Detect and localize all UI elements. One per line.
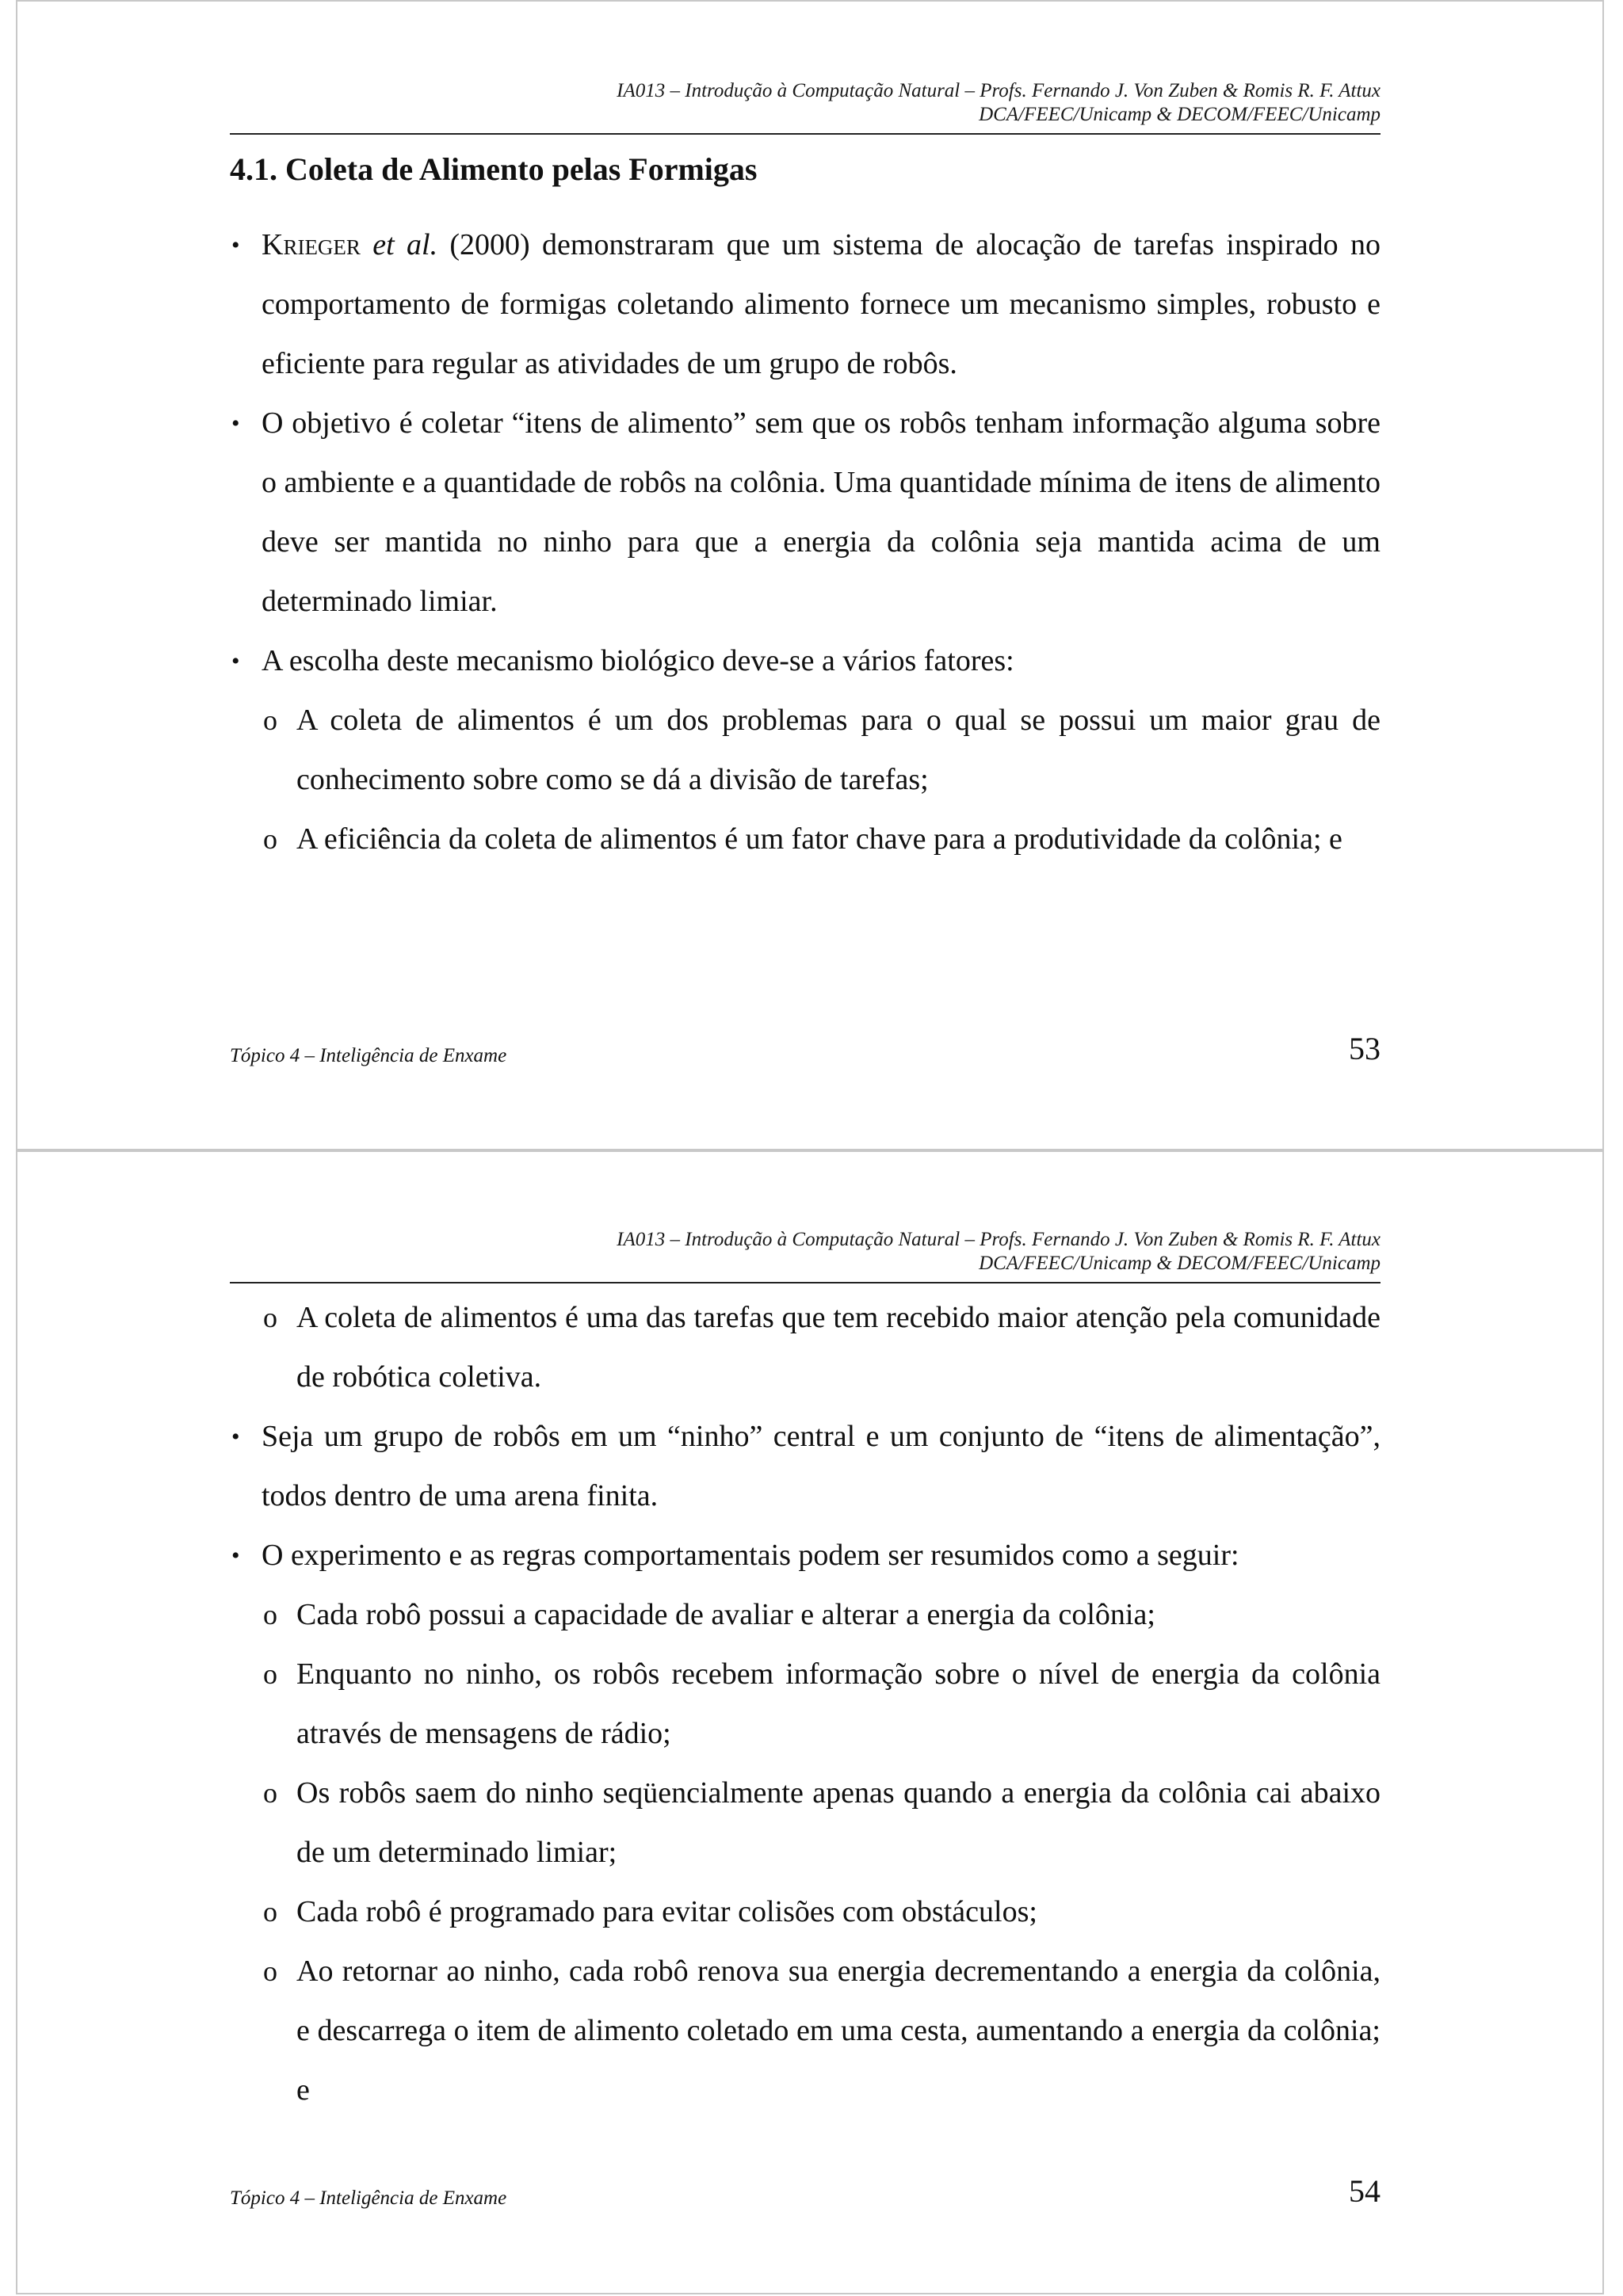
circle-bullet-icon: o	[263, 1599, 277, 1630]
slide-54	[16, 1150, 1604, 2294]
bullet-dot-icon: •	[231, 232, 240, 258]
sub-bullet-text: Os robôs saem do ninho seqüencialmente apenas quando a energia da colônia cai abaixo de um determinado limiar;	[296, 1776, 1381, 1869]
et-al: et al.	[372, 228, 438, 261]
sub-bullet-item	[230, 1645, 1381, 1764]
bullet-dot-icon: •	[231, 410, 240, 437]
circle-bullet-icon: o	[263, 1777, 277, 1809]
sub-bullet-item	[230, 1764, 1381, 1882]
page-number: 54	[1349, 2173, 1381, 2209]
circle-bullet-icon: o	[263, 704, 277, 736]
bullet-text: O objetivo é coletar “itens de alimento” sem que os robôs tenham informação alguma sobre o ambiente e a quantidade de robôs na colônia. Uma quantidade mínima de itens de alimento deve ser mantida no ninho para que a energia da colônia seja mantida acima de um determinado limiar.	[262, 406, 1381, 618]
sub-bullet-item	[230, 1942, 1381, 2120]
sub-bullet-text: A coleta de alimentos é um dos problemas para o qual se possui um maior grau de conhecimento sobre como se dá a divisão de tarefas;	[296, 704, 1381, 796]
bullet-text: O experimento e as regras comportamentais podem ser resumidos como a seguir:	[262, 1539, 1239, 1572]
slide-header	[617, 79, 1381, 127]
page-number: 53	[1349, 1031, 1381, 1066]
sub-bullet-text: Ao retornar ao ninho, cada robô renova sua energia decrementando a energia da colônia, e descarrega o item de alimento coletado em uma cesta, aumentando a energia da colônia; e	[296, 1955, 1381, 2107]
slide-footer	[230, 2172, 1381, 2210]
bullet-text: Seja um grupo de robôs em um “ninho” central e um conjunto de “itens de alimentação”, todos dentro de uma arena finita.	[262, 1420, 1381, 1512]
header-course-line: IA013 – Introdução à Computação Natural – Profs. Fernando J. Von Zuben & Romis R. F. Attux	[617, 1229, 1381, 1250]
sub-bullet-item	[230, 1882, 1381, 1942]
slide-53	[16, 0, 1604, 1150]
bullet-text: A escolha deste mecanismo biológico deve-se a vários fatores:	[262, 644, 1014, 677]
sub-bullet-item	[230, 691, 1381, 810]
circle-bullet-icon: o	[263, 1658, 277, 1690]
sub-bullet-text: Cada robô possui a capacidade de avaliar e alterar a energia da colônia;	[296, 1598, 1155, 1631]
sub-bullet-item	[230, 1288, 1381, 1407]
slide-content	[230, 151, 1381, 869]
slide-content	[230, 1288, 1381, 2120]
sub-bullet-text: A eficiência da coleta de alimentos é um fator chave para a produtividade da colônia; e	[296, 822, 1342, 856]
bullet-item	[230, 394, 1381, 631]
sub-bullet-text: Enquanto no ninho, os robôs recebem informação sobre o nível de energia da colônia através de mensagens de rádio;	[296, 1657, 1381, 1750]
slide-footer	[230, 1030, 1381, 1067]
footer-topic-label: Tópico 4 – Inteligência de Enxame	[230, 2187, 507, 2209]
bullet-item	[230, 215, 1381, 394]
header-department-line: DCA/FEEC/Unicamp & DECOM/FEEC/Unicamp	[979, 1253, 1381, 1274]
sub-bullet-item	[230, 810, 1381, 869]
section-heading: 4.1. Coleta de Alimento pelas Formigas	[230, 151, 758, 187]
slide-header	[617, 1228, 1381, 1276]
sub-bullet-text: Cada robô é programado para evitar colisões com obstáculos;	[296, 1895, 1037, 1928]
circle-bullet-icon: o	[263, 1896, 277, 1928]
bullet-item	[230, 1526, 1381, 1585]
circle-bullet-icon: o	[263, 1955, 277, 1987]
circle-bullet-icon: o	[263, 823, 277, 855]
footer-topic-label: Tópico 4 – Inteligência de Enxame	[230, 1045, 507, 1066]
sub-bullet-item	[230, 1585, 1381, 1645]
circle-bullet-icon: o	[263, 1302, 277, 1333]
header-rule	[230, 1282, 1381, 1283]
header-course-line: IA013 – Introdução à Computação Natural – Profs. Fernando J. Von Zuben & Romis R. F. Attux	[617, 80, 1381, 101]
bullet-dot-icon: •	[231, 648, 240, 674]
author-name: Krieger	[262, 228, 361, 261]
bullet-dot-icon: •	[231, 1543, 240, 1569]
sub-bullet-text: A coleta de alimentos é uma das tarefas que tem recebido maior atenção pela comunidade de robótica coletiva.	[296, 1301, 1381, 1394]
bullet-item	[230, 1407, 1381, 1526]
bullet-text: (2000) demonstraram que um sistema de alocação de tarefas inspirado no comportamento de formigas coletando alimento fornece um mecanismo simples, robusto e eficiente para regular as atividades de um grupo de robôs.	[262, 228, 1381, 380]
header-rule	[230, 133, 1381, 135]
bullet-dot-icon: •	[231, 1424, 240, 1450]
bullet-item	[230, 631, 1381, 691]
header-department-line: DCA/FEEC/Unicamp & DECOM/FEEC/Unicamp	[979, 104, 1381, 125]
